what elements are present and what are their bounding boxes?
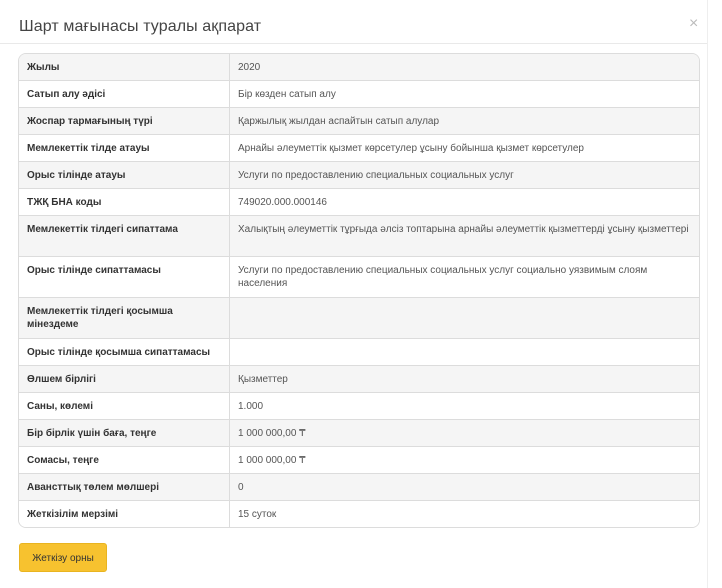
- row-label: Бір бірлік үшін баға, теңге: [19, 419, 230, 446]
- row-label: Жылы: [19, 54, 230, 80]
- row-value: 15 суток: [230, 500, 700, 527]
- close-icon[interactable]: ×: [689, 15, 699, 32]
- row-label: Мемлекеттік тілде атауы: [19, 134, 230, 161]
- row-value: 2020: [230, 54, 700, 80]
- table-row: [19, 107, 699, 134]
- table-row: [19, 500, 699, 527]
- row-label: Орыс тілінде атауы: [19, 161, 230, 188]
- table-row: [19, 54, 699, 80]
- row-label: Сомасы, теңге: [19, 446, 230, 473]
- table-row: [19, 297, 699, 338]
- table-row: [19, 215, 699, 256]
- table-row: [19, 392, 699, 419]
- table-row: [19, 473, 699, 500]
- row-label: Саны, көлемі: [19, 392, 230, 419]
- row-value: 749020.000.000146: [230, 188, 700, 215]
- row-value: Қызметтер: [230, 365, 700, 392]
- table-row: [19, 365, 699, 392]
- row-value: Услуги по предоставлению специальных социальных услуг социально уязвимым слоям населения: [230, 256, 700, 297]
- table-row: [19, 446, 699, 473]
- header-divider: [0, 43, 708, 44]
- row-label: Сатып алу әдісі: [19, 80, 230, 107]
- row-value: 1.000: [230, 392, 700, 419]
- row-label: Жеткізілім мерзімі: [19, 500, 230, 527]
- table-row: [19, 134, 699, 161]
- table-row: [19, 80, 699, 107]
- modal-title: Шарт мағынасы туралы ақпарат: [19, 18, 262, 35]
- row-label: Жоспар тармағының түрі: [19, 107, 230, 134]
- row-value: Бір көзден сатып алу: [230, 80, 700, 107]
- table-row: [19, 419, 699, 446]
- row-value: [230, 297, 700, 338]
- row-value: Қаржылық жылдан аспайтын сатып алулар: [230, 107, 700, 134]
- page-scroll-area: [707, 0, 722, 588]
- details-table: [19, 54, 699, 527]
- row-label: Өлшем бірлігі: [19, 365, 230, 392]
- table-row: [19, 161, 699, 188]
- row-label: Орыс тілінде қосымша сипаттамасы: [19, 338, 230, 365]
- row-value: Арнайы әлеуметтік қызмет көрсетулер ұсыну бойынша қызмет көрсетулер: [230, 134, 700, 161]
- row-value: 1 000 000,00 ₸: [230, 419, 700, 446]
- row-label: Мемлекеттік тілдегі сипаттама: [19, 215, 230, 256]
- row-value: Халықтың әлеуметтік тұрғыда әлсіз топтарына арнайы әлеуметтік қызметтерді ұсыну қызметтері: [230, 215, 700, 256]
- row-value: 0: [230, 473, 700, 500]
- row-label: ТЖҚ БНА коды: [19, 188, 230, 215]
- table-row: [19, 338, 699, 365]
- row-value: Услуги по предоставлению специальных социальных услуг: [230, 161, 700, 188]
- table-row: [19, 188, 699, 215]
- row-label: Мемлекеттік тілдегі қосымша мінездеме: [19, 297, 230, 338]
- row-label: Авансттық төлем мөлшері: [19, 473, 230, 500]
- row-value: 1 000 000,00 ₸: [230, 446, 700, 473]
- delivery-place-button[interactable]: Жеткізу орны: [19, 543, 107, 572]
- details-table-container: [18, 53, 700, 528]
- table-row: [19, 256, 699, 297]
- row-value: [230, 338, 700, 365]
- row-label: Орыс тілінде сипаттамасы: [19, 256, 230, 297]
